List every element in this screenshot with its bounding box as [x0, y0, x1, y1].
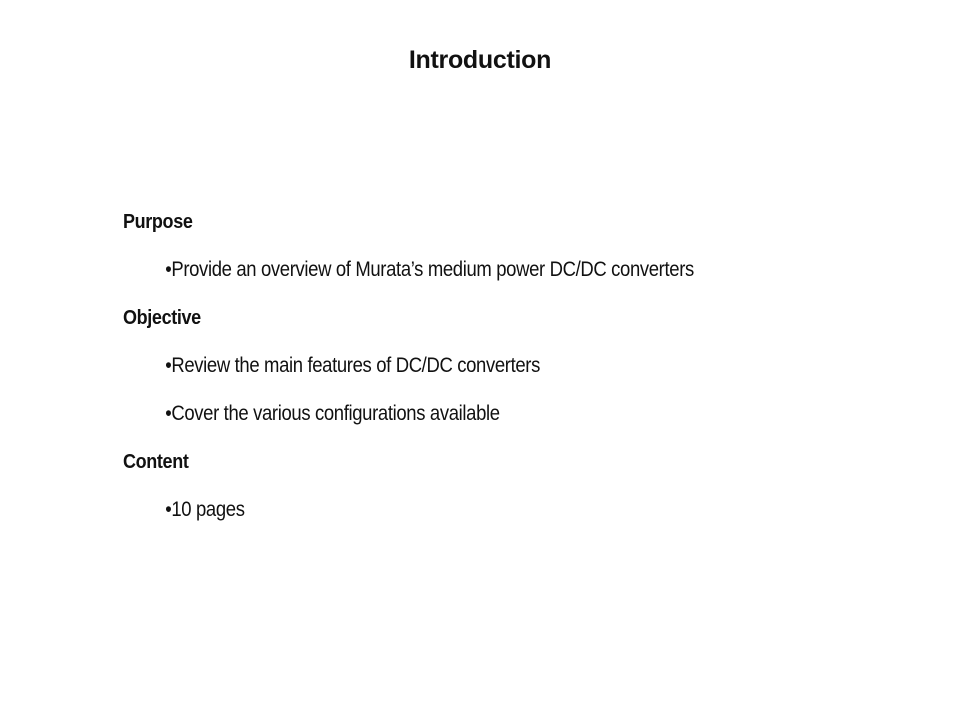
bullet-icon: • — [165, 258, 172, 281]
section-heading-purpose: Purpose — [123, 211, 193, 233]
section-heading-objective: Objective — [123, 307, 201, 329]
bullet-icon: • — [165, 354, 172, 377]
bullet-item — [123, 399, 827, 447]
bullet-item — [123, 495, 827, 543]
bullet-icon: • — [165, 402, 172, 425]
bullet-item — [123, 351, 827, 399]
bullet-text: Cover the various configurations available — [171, 402, 500, 425]
slide-title: Introduction — [408, 46, 552, 74]
bullet-icon: • — [165, 498, 172, 521]
slide-content — [123, 207, 923, 543]
section-heading-content: Content — [123, 451, 189, 473]
bullet-item — [123, 255, 827, 303]
bullet-text: 10 pages — [171, 498, 245, 521]
bullet-text: Review the main features of DC/DC converters — [171, 354, 540, 377]
bullet-text: Provide an overview of Murata’s medium power DC/DC converters — [171, 258, 694, 281]
